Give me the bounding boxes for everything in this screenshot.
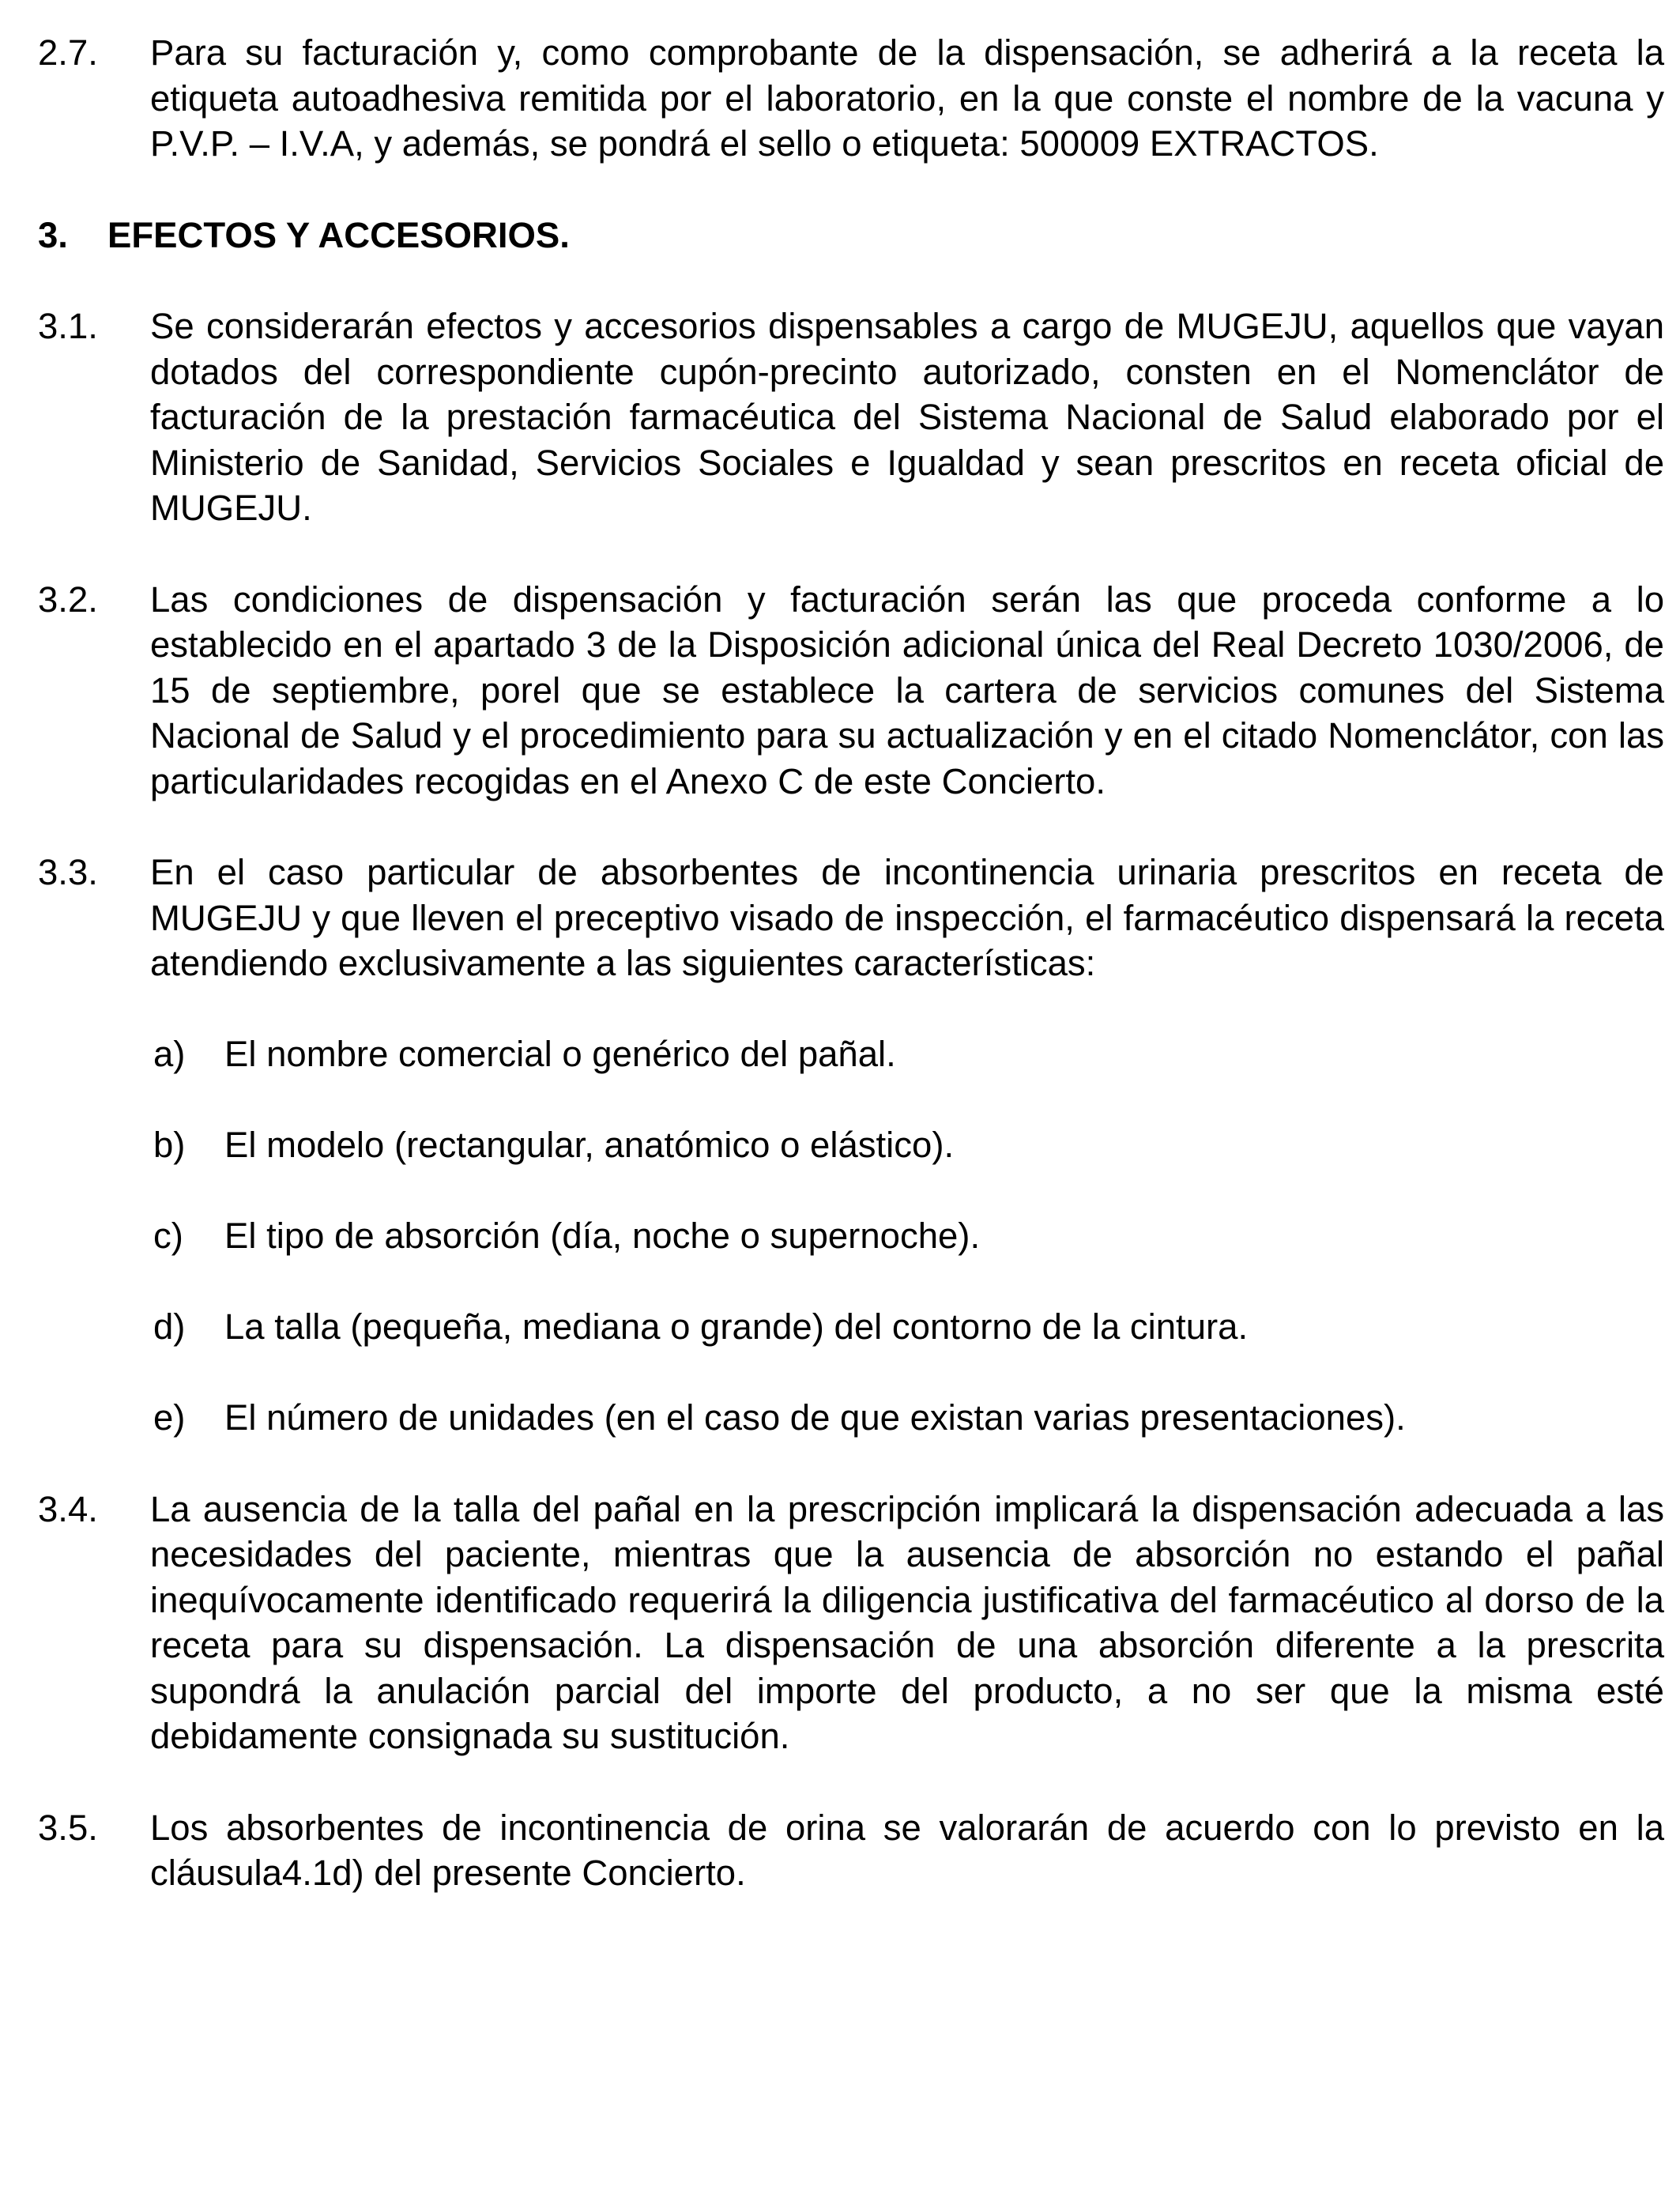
clause-text: Para su facturación y, como comprobante de la dispensación, se adherirá a la receta la etiqueta autoadhesiva remitida por el laboratorio, en la que conste el nombre de la vacuna y P.V.P. – I.V.A, y además, se pondrá el sello o etiqueta: 500009 EXTRACTOS. <box>150 32 1664 164</box>
section-heading-3 <box>38 213 1664 258</box>
clause-number: 3.3. <box>38 852 98 892</box>
document-page <box>38 30 1664 1896</box>
clause-number: 3.2. <box>38 579 98 620</box>
list-letter: b) <box>153 1125 186 1165</box>
clause-number: 3.5. <box>38 1807 98 1848</box>
clause-3-4 <box>38 1487 1664 1759</box>
list-text: El modelo (rectangular, anatómico o elástico). <box>224 1125 955 1165</box>
spacer <box>38 986 1664 1032</box>
clause-text: Se considerarán efectos y accesorios dispensables a cargo de MUGEJU, aquellos que vayan dotados del correspondiente cupón-precinto autorizado, consten en el Nomenclátor de facturación de la prestación farmacéutica del Sistema Nacional de Salud elaborado por el Ministerio de Sanidad, Servicios Sociales e Igualdad y sean prescritos en receta oficial de MUGEJU. <box>150 306 1664 528</box>
list-letter: c) <box>153 1216 183 1256</box>
clause-number: 3.4. <box>38 1488 98 1529</box>
list-text: El nombre comercial o genérico del pañal. <box>224 1034 896 1074</box>
clause-3-2 <box>38 577 1664 805</box>
section-title: EFECTOS Y ACCESORIOS. <box>107 214 570 255</box>
spacer <box>38 1441 1664 1487</box>
spacer <box>38 531 1664 577</box>
list-letter: a) <box>153 1034 186 1074</box>
spacer <box>38 1759 1664 1805</box>
clause-number: 2.7. <box>38 32 98 73</box>
spacer <box>38 1077 1664 1123</box>
clause-3-5 <box>38 1805 1664 1896</box>
clause-text: Las condiciones de dispensación y facturación serán las que proceda conforme a lo establecido en el apartado 3 de la Disposición adicional única del Real Decreto 1030/2006, de 15 de septiembre, porel que se establece la cartera de servicios comunes del Sistema Nacional de Salud y el procedimiento para su actualización y en el citado Nomenclátor, con las particularidades recogidas en el Anexo C de este Concierto. <box>150 579 1664 801</box>
clause-3-3 <box>38 850 1664 986</box>
clause-3-1 <box>38 303 1664 531</box>
spacer <box>38 167 1664 213</box>
spacer <box>38 1168 1664 1214</box>
list-letter: d) <box>153 1306 186 1347</box>
list-item-e <box>38 1395 1664 1441</box>
list-item-c <box>38 1213 1664 1259</box>
list-text: El tipo de absorción (día, noche o supernoche). <box>224 1216 981 1256</box>
list-letter: e) <box>153 1397 186 1438</box>
clause-text: En el caso particular de absorbentes de incontinencia urinaria prescritos en receta de MUGEJU y que lleven el preceptivo visado de inspección, el farmacéutico dispensará la receta atendiendo exclusivamente a las siguientes características: <box>150 852 1664 983</box>
list-item-b <box>38 1122 1664 1168</box>
list-item-d <box>38 1304 1664 1350</box>
clause-2-7 <box>38 30 1664 167</box>
clause-text: Los absorbentes de incontinencia de orina se valorarán de acuerdo con lo previsto en la cláusula4.1d) del presente Concierto. <box>150 1807 1664 1893</box>
spacer <box>38 804 1664 850</box>
list-item-a <box>38 1031 1664 1077</box>
list-text: El número de unidades (en el caso de que existan varias presentaciones). <box>224 1397 1406 1438</box>
spacer <box>38 1259 1664 1305</box>
section-number: 3. <box>38 214 68 255</box>
clause-text: La ausencia de la talla del pañal en la prescripción implicará la dispensación adecuada a las necesidades del paciente, mientras que la ausencia de absorción no estando el pañal inequívocamente identificado requerirá la diligencia justificativa del farmacéutico al dorso de la receta para su dispensación. La dispensación de una absorción diferente a la prescrita supondrá la anulación parcial del importe del producto, a no ser que la misma esté debidamente consignada su sustitución. <box>150 1488 1664 1756</box>
spacer <box>38 258 1664 303</box>
spacer <box>38 1350 1664 1396</box>
clause-number: 3.1. <box>38 306 98 346</box>
list-text: La talla (pequeña, mediana o grande) del contorno de la cintura. <box>224 1306 1249 1347</box>
